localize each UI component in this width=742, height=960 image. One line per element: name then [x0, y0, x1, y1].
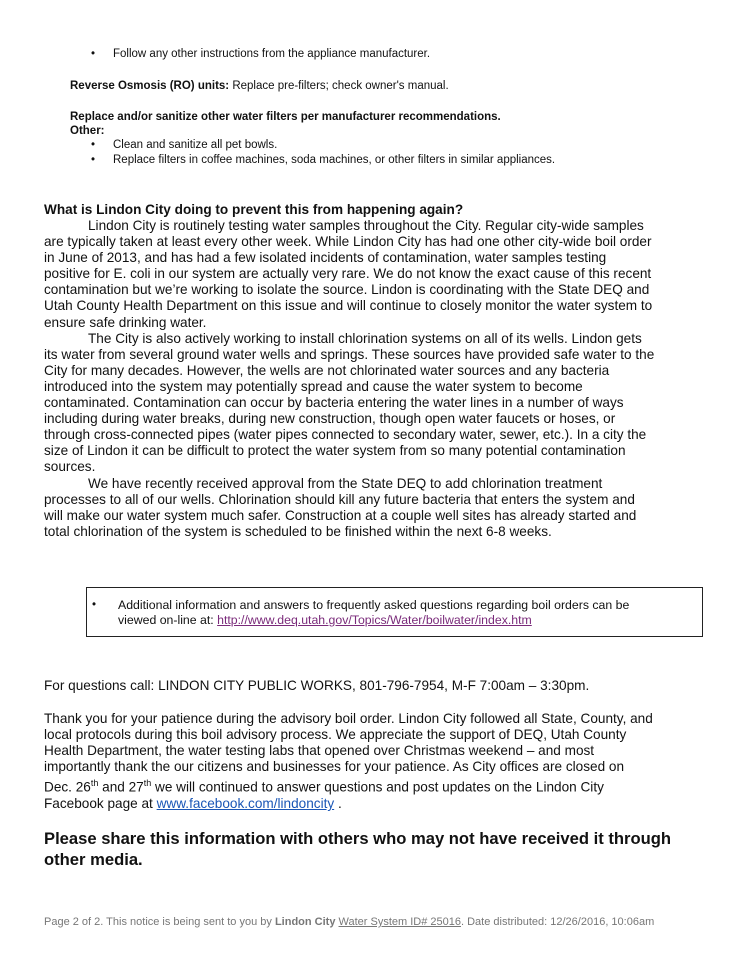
paragraph [44, 218, 724, 331]
text-line: will make our water system much safer. Construction at a couple well sites has already started and [44, 507, 637, 523]
text-line: Utah County Health Department on this issue and will continue to closely monitor the water system to [44, 298, 653, 314]
replace-heading: Replace and/or sanitize other water filters per manufacturer recommendations. [70, 111, 501, 123]
text-line [44, 775, 653, 796]
contact-line: For questions call: LINDON CITY PUBLIC WORKS, 801-796-7954, M-F 7:00am – 3:30pm. [44, 678, 590, 693]
bullet-icon: • [91, 48, 96, 60]
facebook-link[interactable]: www.facebook.com/lindoncity [156, 796, 335, 811]
list-item-text: Follow any other instructions from the appliance manufacturer. [113, 48, 431, 60]
footer-date: . Date distributed: 12/26/2016, 10:06am [461, 916, 655, 928]
text-line [44, 796, 653, 812]
dec-c: we will continued to answer questions and post updates on the Lindon City [151, 779, 604, 795]
footer-city: Lindon City [274, 916, 336, 928]
bullet-icon: • [91, 139, 96, 151]
other-label: Other: [70, 125, 105, 137]
footer-notice: This notice is being sent to you by [103, 916, 275, 928]
info-line-prefix: viewed on-line at: [118, 613, 218, 627]
text-line: total chlorination of the system is scheduled to be finished within the next 6-8 weeks. [44, 523, 552, 539]
text-line: in June of 2013, and has had a few isolated incidents of contamination, water samples testing [44, 250, 607, 266]
text-line: ensure safe drinking water. [44, 314, 207, 330]
text-line: introduced into the system may potentially spread and cause the water system to become [44, 378, 583, 394]
text-line: City for many decades. However, the wells are not chlorinated water sources and any bacteria [44, 362, 610, 378]
text-line: its water from several ground water wells and springs. These sources have provided safe water to the [44, 346, 655, 362]
thanks-paragraph [44, 711, 653, 812]
paragraph [44, 476, 724, 540]
text-line: local protocols during this boil advisory process. We appreciate the support of DEQ, Utah County [44, 727, 627, 743]
text-line: importantly thank the our citizens and businesses for your patience. As City offices are closed on [44, 759, 625, 775]
section-heading: What is Lindon City doing to prevent this from happening again? [44, 202, 464, 217]
text-line: positive for E. coli in our system are actually very rare. We do not know the exact cause of this recent [44, 266, 652, 282]
list-item-text: Replace filters in coffee machines, soda machines, or other filters in similar appliances. [113, 154, 556, 166]
ro-units-line [70, 79, 449, 94]
fb-suffix: . [334, 796, 342, 811]
dec-a: Dec. 26 [44, 779, 91, 795]
text-line: size of Lindon it can be difficult to protect the water system from so many potential contamination [44, 443, 626, 459]
text-line: contamination but we’re working to isolate the source. Lindon is coordinating with the State DEQ and [44, 282, 650, 298]
sup-a: th [90, 778, 99, 789]
text-line: The City is also actively working to install chlorination systems on all of its wells. Lindon gets [88, 330, 642, 346]
boilwater-link[interactable]: http://www.deq.utah.gov/Topics/Water/boilwater/index.htm [217, 613, 532, 627]
list-item-text: Clean and sanitize all pet bowls. [113, 139, 278, 151]
text-line: through cross-connected pipes (water pipes connected to secondary water, sewer, etc.). In a city the [44, 427, 647, 443]
share-line: other media. [44, 850, 143, 869]
ro-units-text: Replace pre-filters; check owner's manual. [229, 80, 449, 92]
share-line: Please share this information with others who may not have received it through [44, 829, 672, 848]
prevention-body [44, 218, 724, 540]
text-line: We have recently received approval from the State DEQ to add chlorination treatment [88, 475, 603, 491]
text-line: Thank you for your patience during the advisory boil order. Lindon City followed all State, County, and [44, 711, 653, 726]
sup-b: th [143, 778, 152, 789]
text-line: including during water breaks, during new construction, though open water faucets or hoses, or [44, 411, 616, 427]
ro-units-label: Reverse Osmosis (RO) units: [70, 80, 230, 92]
text-line: sources. [44, 459, 96, 475]
bullet-icon: • [91, 154, 96, 166]
info-line: Additional information and answers to frequently asked questions regarding boil orders can be [118, 598, 630, 612]
info-box [86, 587, 703, 637]
paragraph [44, 331, 724, 476]
page-footer [44, 916, 654, 928]
info-text [118, 598, 629, 628]
text-line: are typically taken at least every other week. While Lindon City has had one other city-wide boil order [44, 234, 652, 250]
footer-system-id: Water System ID# 25016 [338, 916, 461, 928]
text-line: contaminated. Contamination can occur by bacteria entering the water lines in a number of ways [44, 395, 624, 411]
share-note [44, 828, 671, 870]
text-line: processes to all of our wells. Chlorination should kill any future bacteria that enters the system and [44, 491, 635, 507]
dec-b: and 27 [98, 779, 144, 795]
fb-prefix: Facebook page at [44, 796, 157, 811]
text-line: Lindon City is routinely testing water samples throughout the City. Regular city-wide samples [88, 218, 644, 233]
bullet-icon: • [92, 599, 97, 611]
page-number: Page 2 of 2. [44, 916, 104, 928]
text-line: Health Department, the water testing labs that opened over Christmas weekend – and most [44, 743, 595, 759]
